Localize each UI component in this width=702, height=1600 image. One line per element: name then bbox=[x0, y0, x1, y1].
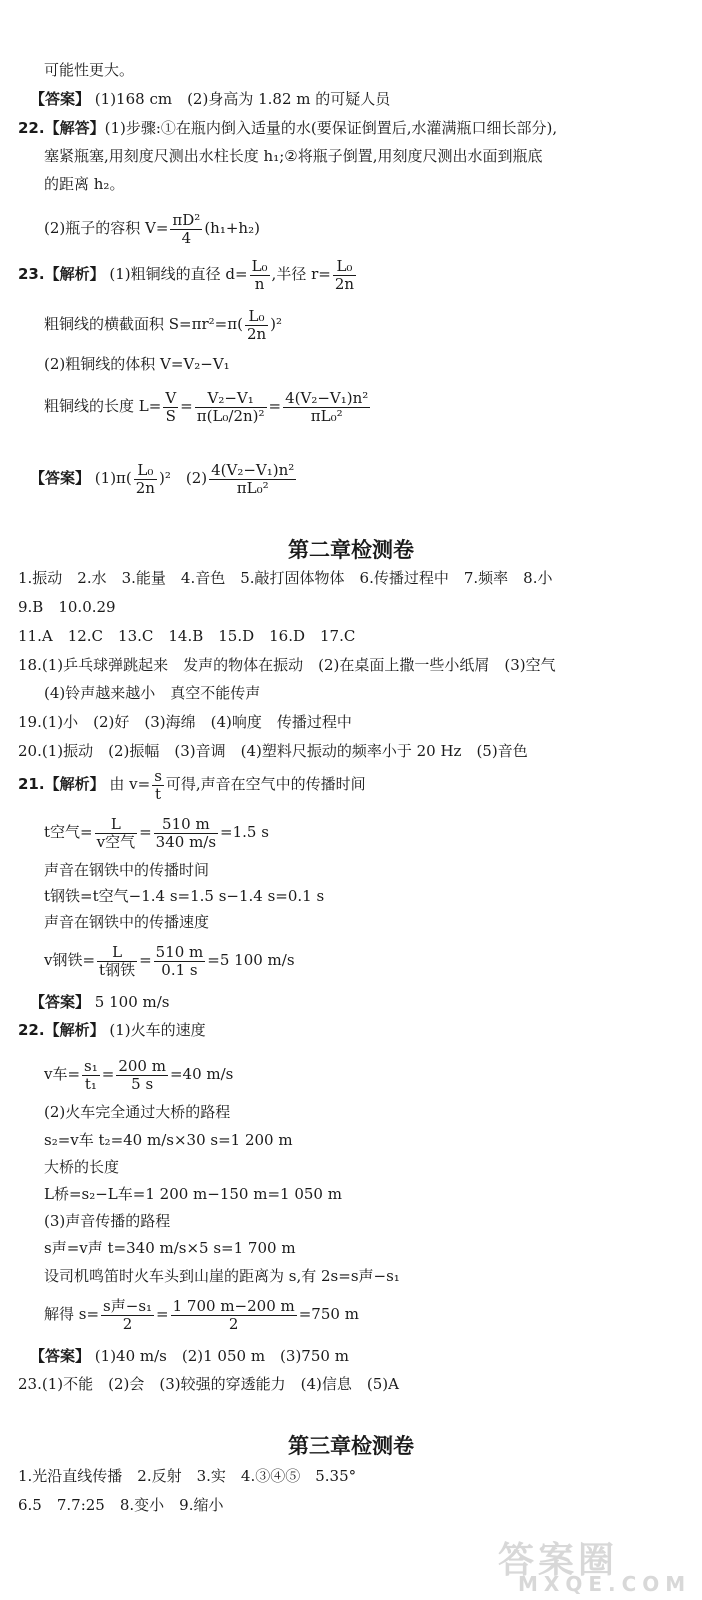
denominator: t钢铁 bbox=[99, 960, 136, 979]
denominator: 2 bbox=[122, 1314, 133, 1333]
ch2-row-6: 19.(1)小 (2)好 (3)海绵 (4)响度 传播过程中 bbox=[18, 713, 352, 731]
q23-length-formula: 粗铜线的长度 L= $\frac{V}{S}$ = $\frac{\text{V₂−V₁}}{\text{π(L₀/2n)²}}$ = $\frac{\text{4(V₂−V₁)n²}}{\text{πL₀²}}$ bbox=[44, 388, 369, 425]
ch2-q21-answer bbox=[30, 992, 169, 1012]
denominator: πL₀² bbox=[236, 478, 269, 497]
fraction bbox=[97, 944, 137, 979]
analysis-tag: 【解析】 bbox=[44, 1021, 105, 1039]
analysis-tag: 【解析】 bbox=[44, 775, 105, 793]
watermark-bottom: MXQE.COM bbox=[518, 1572, 692, 1596]
denominator: S bbox=[165, 406, 176, 425]
numerator: L bbox=[95, 816, 137, 834]
ch2-row-4: 18.(1)乒乓球弹跳起来 发声的物体在振动 (2)在桌面上撒一些小纸屑 (3)空气 bbox=[18, 656, 556, 674]
ch2-q22-line-1 bbox=[18, 1020, 206, 1040]
denominator: 2n bbox=[334, 274, 355, 293]
fraction bbox=[163, 390, 178, 425]
ch2-q22-line-3: (2)火车完全通过大桥的路程 bbox=[44, 1103, 231, 1121]
ch2-q22-formula-1: v车= $\frac{\text{s₁}}{\text{t₁}}$ = $\frac{200 m}{5 s}$ =40 m/s bbox=[44, 1056, 234, 1093]
question-number: 23. bbox=[18, 265, 45, 283]
ch3-row-1: 1.光沿直线传播 2.反射 3.实 4.③④⑤ 5.35° bbox=[18, 1467, 357, 1485]
ch2-row-2: 9.B 10.0.29 bbox=[18, 598, 116, 616]
fraction bbox=[82, 1058, 100, 1093]
numerator: L₀ bbox=[245, 308, 268, 326]
numerator: L₀ bbox=[333, 258, 356, 276]
text: (1)火车的速度 bbox=[109, 1021, 206, 1039]
chapter-2-title: 第二章检测卷 bbox=[288, 537, 414, 562]
q22-line-3: 的距离 h₂。 bbox=[44, 175, 125, 193]
numerator: 510 m bbox=[155, 942, 204, 961]
ch3-row-2: 6.5 7.7:25 8.变小 9.缩小 bbox=[18, 1496, 224, 1514]
text: )² bbox=[158, 469, 171, 487]
fraction bbox=[134, 462, 157, 497]
answer-tag: 【答案】 bbox=[30, 90, 91, 108]
ch2-q21-line-4: t钢铁=t空气−1.4 s=1.5 s−1.4 s=0.1 s bbox=[44, 887, 325, 905]
fraction bbox=[116, 1058, 168, 1093]
ch2-q21-formula-2: v钢铁= $\frac{L}{\text{t钢铁}}$ = $\frac{510 m}{0.1 s}$ =5 100 m/s bbox=[44, 942, 295, 979]
ch2-q22-line-8: s声=v声 t=340 m/s×5 s=1 700 m bbox=[44, 1239, 296, 1257]
numerator: πD² bbox=[172, 210, 201, 229]
text: v车= bbox=[44, 1065, 81, 1083]
fraction bbox=[250, 258, 270, 293]
text: 解得 s= bbox=[44, 1305, 100, 1323]
q23-line-3: (2)粗铜线的体积 V=V₂−V₁ bbox=[44, 355, 230, 373]
numerator: s₁ bbox=[84, 1056, 98, 1075]
numerator: 200 m bbox=[118, 1056, 166, 1075]
text: t空气= bbox=[44, 823, 93, 841]
q22-line-2: 塞紧瓶塞,用刻度尺测出水柱长度 h₁;②将瓶子倒置,用刻度尺测出水面到瓶底 bbox=[44, 147, 543, 165]
analysis-tag: 【解析】 bbox=[44, 265, 105, 283]
ch2-q22-line-5: 大桥的长度 bbox=[44, 1158, 120, 1176]
numerator: L bbox=[97, 944, 137, 962]
numerator: V bbox=[165, 388, 177, 407]
question-number: 22. bbox=[18, 119, 45, 137]
fraction bbox=[333, 258, 356, 293]
q23-answer bbox=[30, 456, 298, 500]
denominator: 5 s bbox=[131, 1074, 154, 1093]
text: 粗铜线的横截面积 S=πr²=π( bbox=[44, 315, 243, 333]
denominator: 0.1 s bbox=[161, 960, 198, 979]
numerator: 510 m bbox=[154, 816, 218, 834]
fraction bbox=[101, 1298, 154, 1333]
ch2-q21-line-5: 声音在钢铁中的传播速度 bbox=[44, 913, 210, 931]
ch2-q21-line-3: 声音在钢铁中的传播时间 bbox=[44, 861, 210, 879]
q23-line-2 bbox=[44, 304, 282, 344]
numerator: V₂−V₁ bbox=[195, 390, 267, 408]
fraction bbox=[209, 462, 296, 497]
ch2-row-5: (4)铃声越来越小 真空不能传声 bbox=[44, 684, 261, 702]
numerator: L₀ bbox=[134, 462, 157, 480]
q23-line-1 bbox=[18, 254, 358, 294]
answer-tag: 【答案】 bbox=[30, 469, 91, 487]
fraction bbox=[95, 816, 137, 851]
text: (1)粗铜线的直径 d= bbox=[109, 265, 248, 283]
numerator: 1 700 m−200 m bbox=[172, 1296, 295, 1315]
ch2-q22-line-7: (3)声音传播的路程 bbox=[44, 1212, 171, 1230]
fraction bbox=[283, 390, 370, 425]
ch2-q21-line-1 bbox=[18, 764, 366, 804]
text: 可得,声音在空气中的传播时间 bbox=[165, 775, 366, 793]
text: v钢铁= bbox=[44, 951, 96, 969]
ch2-row-23: 23.(1)不能 (2)会 (3)较强的穿透能力 (4)信息 (5)A bbox=[18, 1375, 399, 1393]
fraction bbox=[245, 308, 268, 343]
q22-volume-formula bbox=[44, 208, 260, 248]
text: ,半径 r= bbox=[271, 265, 331, 283]
text: =5 100 m/s bbox=[207, 951, 295, 969]
numerator: L₀ bbox=[251, 256, 268, 275]
chapter-3-title: 第三章检测卷 bbox=[288, 1433, 414, 1458]
ch2-q21-formula-1: t空气= $\frac{L}{\text{v空气}}$ = $\frac{510 m}{340 m/s}$ =1.5 s bbox=[44, 814, 269, 851]
answer-text: (1)40 m/s (2)1 050 m (3)750 m bbox=[94, 1347, 349, 1365]
numerator: s bbox=[154, 766, 162, 785]
denominator: 2n bbox=[135, 478, 155, 497]
text: =40 m/s bbox=[169, 1065, 234, 1083]
denominator: 2 bbox=[228, 1314, 239, 1333]
fraction bbox=[152, 768, 164, 803]
question-number: 21. bbox=[18, 775, 45, 793]
denominator: 340 m/s bbox=[155, 832, 217, 851]
fraction bbox=[154, 816, 218, 851]
ch2-q22-line-4: s₂=v车 t₂=40 m/s×30 s=1 200 m bbox=[44, 1131, 293, 1149]
numerator: 4(V₂−V₁)n² bbox=[211, 460, 295, 479]
answer-line bbox=[30, 89, 390, 109]
denominator: t bbox=[155, 784, 162, 803]
denominator: πL₀² bbox=[310, 406, 343, 425]
denominator: π(L₀/2n)² bbox=[196, 406, 265, 425]
fraction bbox=[170, 212, 202, 247]
answer-tag: 【答案】 bbox=[30, 1347, 91, 1365]
denominator: v空气 bbox=[96, 832, 136, 851]
text: (2) bbox=[185, 469, 208, 487]
fraction bbox=[171, 1298, 297, 1333]
fraction bbox=[154, 944, 206, 979]
text-line: 可能性更大。 bbox=[44, 61, 135, 79]
solution-tag: 【解答】 bbox=[44, 119, 105, 137]
q22-line-1 bbox=[18, 118, 557, 138]
numerator: s声−s₁ bbox=[103, 1296, 153, 1315]
answer-text: (1)168 cm (2)身高为 1.82 m 的可疑人员 bbox=[94, 90, 391, 108]
text: (1)π( bbox=[94, 469, 132, 487]
ch2-row-3: 11.A 12.C 13.C 14.B 15.D 16.D 17.C bbox=[18, 627, 356, 645]
watermark-top: 答案圈 bbox=[498, 1540, 619, 1581]
text: 粗铜线的长度 L= bbox=[44, 397, 162, 415]
text: 由 v= bbox=[109, 775, 151, 793]
ch2-q22-formula-2: 解得 s= $\frac{\text{s声−s₁}}{2}$ = $\frac{1 700 m-200 m}{2}$ =750 m bbox=[44, 1296, 359, 1333]
text: )² bbox=[270, 315, 283, 333]
answer-tag: 【答案】 bbox=[30, 993, 91, 1011]
numerator: 4(V₂−V₁)n² bbox=[285, 388, 369, 407]
ch2-q22-line-6: L桥=s₂−L车=1 200 m−150 m=1 050 m bbox=[44, 1185, 342, 1203]
denominator: n bbox=[254, 274, 265, 293]
ch2-row-1: 1.振动 2.水 3.能量 4.音色 5.敲打固体物体 6.传播过程中 7.频率 8.小 bbox=[18, 569, 553, 587]
denominator: 4 bbox=[181, 228, 192, 247]
question-number: 22. bbox=[18, 1021, 45, 1039]
ch2-q22-line-9: 设司机鸣笛时火车头到山崖的距离为 s,有 2s=s声−s₁ bbox=[44, 1267, 400, 1285]
denominator: 2n bbox=[246, 324, 267, 343]
fraction bbox=[195, 390, 267, 425]
ch2-q22-answer bbox=[30, 1346, 349, 1366]
text: (h₁+h₂) bbox=[204, 219, 260, 237]
text: (1)步骤:①在瓶内倒入适量的水(要保证倒置后,水灌满瓶口细长部分), bbox=[104, 119, 558, 137]
denominator: t₁ bbox=[84, 1074, 97, 1093]
ch2-row-7: 20.(1)振动 (2)振幅 (3)音调 (4)塑料尺振动的频率小于 20 Hz (5)音色 bbox=[18, 742, 528, 760]
text: (2)瓶子的容积 V= bbox=[44, 219, 169, 237]
text: =750 m bbox=[298, 1305, 359, 1323]
site-watermark bbox=[498, 1532, 692, 1596]
answer-text: 5 100 m/s bbox=[94, 993, 170, 1011]
text: =1.5 s bbox=[220, 823, 269, 841]
